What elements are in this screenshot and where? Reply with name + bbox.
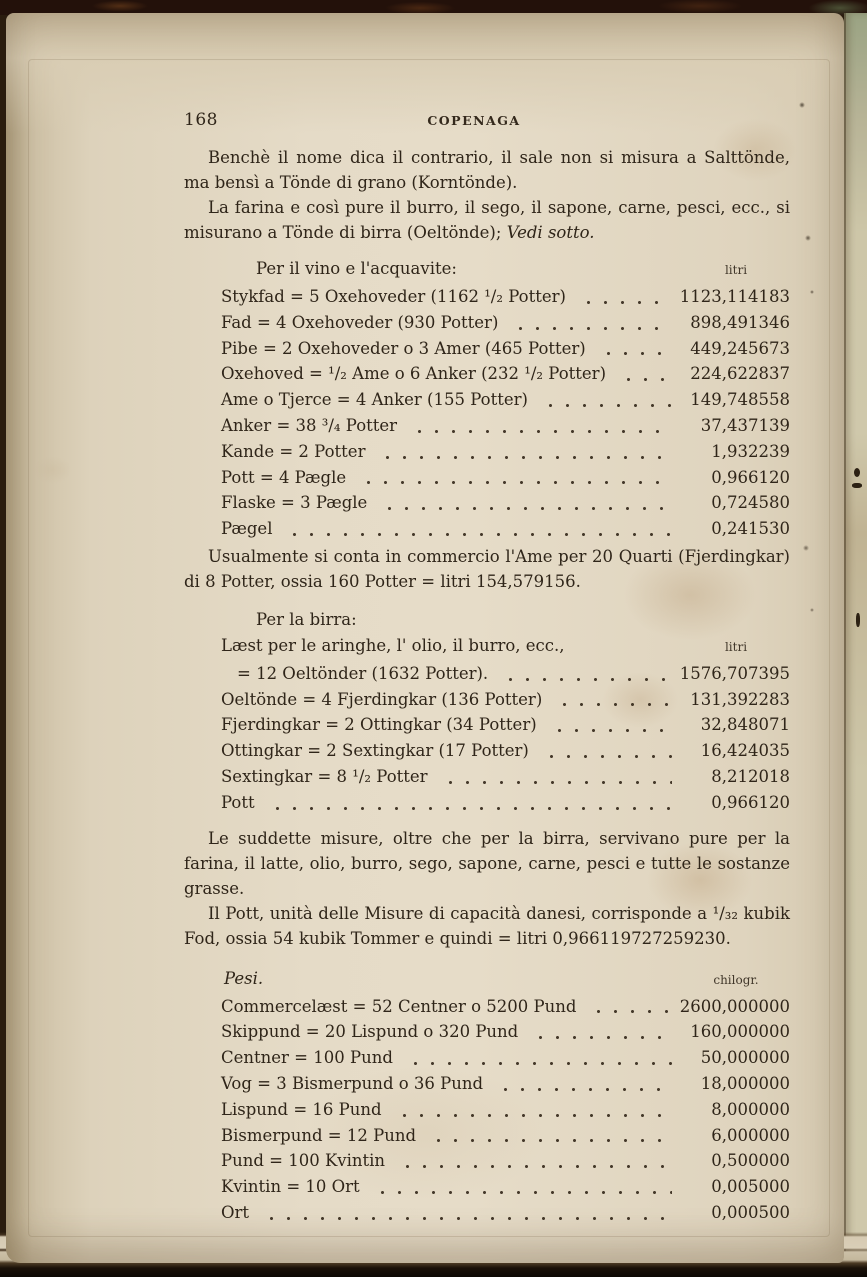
measure-value: 1,932239 <box>711 441 790 461</box>
measure-label: Ottingkar = 2 Sextingkar (17 Potter) <box>221 741 529 761</box>
measure-label: Commercelæst = 52 Centner o 5200 Pund <box>221 996 577 1016</box>
measure-label: Fad = 4 Oxehoveder (930 Potter) <box>221 312 499 332</box>
binding-speck <box>854 468 860 477</box>
measure-value: 18,000000 <box>700 1073 790 1093</box>
dot-leader <box>578 299 670 305</box>
measure-value: 160,000000 <box>690 1022 790 1042</box>
table-row <box>184 310 790 336</box>
measure-label: Bismerpund = 12 Pund <box>221 1125 417 1145</box>
beer-unit-label: litri <box>724 639 748 654</box>
measure-value: 0,500000 <box>711 1151 790 1171</box>
table-row <box>184 490 790 516</box>
table-row <box>184 361 790 387</box>
measure-value: 8,000000 <box>711 1099 790 1119</box>
dot-leader <box>261 1215 672 1221</box>
measure-label: Ort <box>221 1202 250 1222</box>
measure-value: 32,848071 <box>700 715 790 735</box>
weights-heading-label: Pesi. <box>224 968 264 988</box>
dot-leader <box>530 1034 672 1040</box>
ame-note-paragraph: Usualmente si conta in commercio l'Ame per 20 Quarti (Fjerdingkar) di 8 Potter, ossia 160 Potter = litri 154,579156. <box>184 546 790 591</box>
measure-value: 449,245673 <box>690 338 790 358</box>
measure-value: 0,000500 <box>711 1202 790 1222</box>
measure-label: Vog = 3 Bismerpund o 36 Pund <box>221 1073 484 1093</box>
measure-label: Pibe = 2 Oxehoveder o 3 Amer (465 Potter) <box>221 338 586 358</box>
table-row <box>184 712 790 738</box>
measure-value: 149,748558 <box>690 390 790 410</box>
measure-label: Fjerdingkar = 2 Ottingkar (34 Potter) <box>221 715 537 735</box>
measure-label: Centner = 100 Pund <box>221 1048 393 1068</box>
table-row <box>184 1071 790 1097</box>
dot-leader <box>549 727 672 733</box>
table-row <box>184 439 790 465</box>
dot-leader <box>495 1086 672 1092</box>
dot-leader <box>372 1189 672 1195</box>
table-row <box>184 1045 790 1071</box>
measure-value: 16,424035 <box>700 741 790 761</box>
dot-leader <box>540 402 672 408</box>
page-header <box>184 108 790 133</box>
measure-value: 0,005000 <box>711 1177 790 1197</box>
measure-label: Oxehoved = ¹/₂ Ame o 6 Anker (232 ¹/₂ Potter) <box>221 364 607 384</box>
measure-label: Pott = 4 Pægle <box>221 467 347 487</box>
measure-label: Sextingkar = 8 ¹/₂ Potter <box>221 766 428 786</box>
table-row <box>184 465 790 491</box>
measure-value: 37,437139 <box>700 415 790 435</box>
table-row <box>184 1019 790 1045</box>
measure-value: 6,000000 <box>711 1125 790 1145</box>
beer-section-heading <box>184 607 790 632</box>
dot-leader <box>618 376 672 382</box>
binding-speck <box>856 613 860 627</box>
dot-leader <box>284 531 672 537</box>
binding-speck <box>852 483 862 488</box>
table-row <box>184 284 790 310</box>
pott-note-paragraph: Il Pott, unità delle Misure di capacità danesi, corrisponde a ¹/₃₂ kubik Fod, ossia 54 kubik Tommer e quindi = litri 0,966119727259230. <box>184 903 790 948</box>
weights-unit-label: chilogr. <box>713 972 759 987</box>
wine-heading-label: Per il vino e l'acquavite: <box>256 259 457 278</box>
table-row <box>184 413 790 439</box>
vedi-sotto-italic: Vedi sotto. <box>506 223 595 242</box>
measure-value: 50,000000 <box>700 1048 790 1068</box>
table-row <box>184 387 790 413</box>
dot-leader <box>379 505 672 511</box>
measure-value: 8,212018 <box>711 766 790 786</box>
measure-value: 0,966120 <box>711 467 790 487</box>
dot-leader <box>541 753 672 759</box>
weights-section-heading <box>184 966 790 993</box>
dot-leader <box>397 1163 672 1169</box>
table-row <box>184 1200 790 1226</box>
measure-value: 898,491346 <box>690 312 790 332</box>
laest-row-line2 <box>184 661 790 687</box>
table-row <box>184 764 790 790</box>
measure-value: 0,241530 <box>711 519 790 539</box>
measure-label: Kande = 2 Potter <box>221 441 366 461</box>
measure-label: Oeltönde = 4 Fjerdingkar (136 Potter) <box>221 689 543 709</box>
beer-heading-label: Per la birra: <box>256 609 357 629</box>
beer-conversion-table <box>184 633 790 816</box>
wine-conversion-table <box>184 284 790 542</box>
dot-leader <box>554 701 672 707</box>
page-stack-right-edge <box>844 13 867 1263</box>
table-row <box>184 516 790 542</box>
dot-leader <box>394 1112 672 1118</box>
measure-label: Kvintin = 10 Ort <box>221 1177 360 1197</box>
measure-label: = 12 Oeltönder (1632 Potter). <box>237 663 489 683</box>
table-row <box>184 336 790 362</box>
dot-leader <box>409 428 672 434</box>
dot-leader <box>588 1008 669 1014</box>
dot-leader <box>500 676 670 682</box>
measure-label: Læst per le aringhe, l' olio, il burro, ecc., <box>221 635 565 655</box>
measure-label: Skippund = 20 Lispund o 320 Pund <box>221 1022 519 1042</box>
page-number: 168 <box>184 110 218 130</box>
measure-value: 1123,114183 <box>679 287 790 306</box>
table-row <box>184 1174 790 1200</box>
measure-value: 2600,000000 <box>679 996 790 1016</box>
uses-note-paragraph: Le suddette misure, oltre che per la birra, servivano pure per la farina, il latte, olio, burro, sego, sapone, carne, pesci e tutte le sostanze grasse. <box>184 828 790 898</box>
measure-value: 0,966120 <box>711 792 790 812</box>
intro-paragraph-2 <box>184 195 790 245</box>
table-row <box>184 1148 790 1174</box>
measure-label: Stykfad = 5 Oxehoveder (1162 ¹/₂ Potter) <box>221 287 566 306</box>
table-row <box>184 687 790 713</box>
dot-leader <box>358 479 672 485</box>
table-row <box>184 994 790 1020</box>
intro-paragraph-2-text: La farina e così pure il burro, il sego, il sapone, carne, pesci, ecc., si misurano a Tönde di birra (Oeltönde); <box>184 198 790 242</box>
dot-leader <box>440 779 672 785</box>
measure-label: Ame o Tjerce = 4 Anker (155 Potter) <box>221 390 528 410</box>
dot-leader <box>267 805 672 811</box>
page-content <box>184 108 790 1228</box>
table-row <box>184 1097 790 1123</box>
dot-leader <box>428 1137 672 1143</box>
measure-label: Pund = 100 Kvintin <box>221 1151 386 1171</box>
measure-value: 0,724580 <box>711 493 790 513</box>
measure-value: 224,622837 <box>690 364 790 384</box>
wine-section-heading <box>184 256 790 283</box>
measure-label: Anker = 38 ³/₄ Potter <box>221 415 398 435</box>
dot-leader <box>377 454 672 460</box>
measure-label: Flaske = 3 Pægle <box>221 493 368 513</box>
weights-conversion-table <box>184 994 790 1226</box>
table-row <box>184 790 790 816</box>
dot-leader <box>405 1060 672 1066</box>
intro-paragraph-1: Benchè il nome dica il contrario, il sale non si misura a Salttönde, ma bensì a Tönde di grano (Korntönde). <box>184 148 790 192</box>
dot-leader <box>598 350 672 356</box>
measure-label: Pægel <box>221 519 273 539</box>
table-row <box>184 1123 790 1149</box>
dot-leader <box>510 325 672 331</box>
laest-row-line1 <box>184 633 790 661</box>
measure-value: 1576,707395 <box>679 663 790 683</box>
measure-label: Lispund = 16 Pund <box>221 1099 382 1119</box>
running-title: COPENAGA <box>427 113 521 128</box>
measure-label: Pott <box>221 792 255 812</box>
table-row <box>184 738 790 764</box>
measure-value: 131,392283 <box>690 689 790 709</box>
wine-unit-label: litri <box>724 263 748 277</box>
